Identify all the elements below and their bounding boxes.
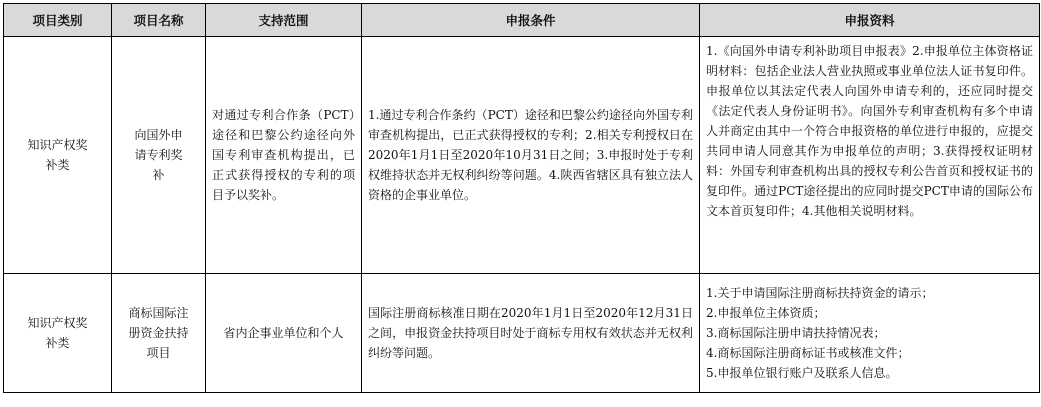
category-cell: 知识产权奖补类: [4, 274, 112, 393]
header-materials: 申报资料: [700, 4, 1040, 37]
conditions-cell: 1.通过专利合作条约（PCT）途径和巴黎公约途径向外国专利审查机构提出，已正式获得授权的专利；2.相关专利授权日在2020年1月1日至2020年10月31日之间；3.申报时处于专利权维持状态并无权利纠纷等问题。4.陕西省辖区具有独立法人资格的企事业单位。: [362, 37, 700, 274]
conditions-cell: 国际注册商标核准日期在2020年1月1日至2020年12月31日之间，申报资金扶持项目时处于商标专用权有效状态并无权利纠纷等问题。: [362, 274, 700, 393]
category-cell: 知识产权奖补类: [4, 37, 112, 274]
funding-table: [3, 3, 1040, 393]
project-name-cell: 商标国际注册资金扶持项目: [112, 274, 206, 393]
materials-list-item: 4.商标国际注册商标证书或核准文件；: [706, 346, 910, 360]
materials-list-item: 2.申报单位主体资质；: [706, 306, 826, 320]
scope-cell: 对通过专利合作条（PCT）途径和巴黎公约途径向外国专利审查机构提出，已正式获得授权的专利的项目予以奖补。: [206, 37, 362, 274]
table-row: [4, 37, 1040, 274]
materials-cell: 1.《向国外申请专利补助项目申报表》2.申报单位主体资格证明材料：包括企业法人营业执照或事业单位法人证书复印件。申报单位以其法定代表人向国外申请专利的，还应同时提交《法定代表人身份证明书》。向国外专利审查机构有多个申请人并商定由其中一个符合申报资格的单位进行申报的，应提交共同申请人同意其作为申报单位的声明；3.获得授权证明材料：外国专利审查机构出具的授权专利公告首页和授权证书的复印件。通过PCT途径提出的应同时提交PCT申请的国际公布文本首页复印件；4.其他相关说明材料。: [700, 37, 1040, 274]
header-row: [4, 4, 1040, 37]
project-name-cell: 向国外申请专利奖补: [112, 37, 206, 274]
scope-cell: 省内企事业单位和个人: [206, 274, 362, 393]
header-scope: 支持范围: [206, 4, 362, 37]
materials-list-cell: [700, 274, 1040, 393]
header-category: 项目类别: [4, 4, 112, 37]
materials-list-item: 3.商标国际注册申请扶持情况表；: [706, 326, 886, 340]
header-conditions: 申报条件: [362, 4, 700, 37]
materials-list-item: 5.申报单位银行账户及联系人信息。: [706, 366, 898, 380]
materials-list-item: 1.关于申请国际注册商标扶持资金的请示；: [706, 286, 934, 300]
header-name: 项目名称: [112, 4, 206, 37]
table-row: [4, 274, 1040, 393]
